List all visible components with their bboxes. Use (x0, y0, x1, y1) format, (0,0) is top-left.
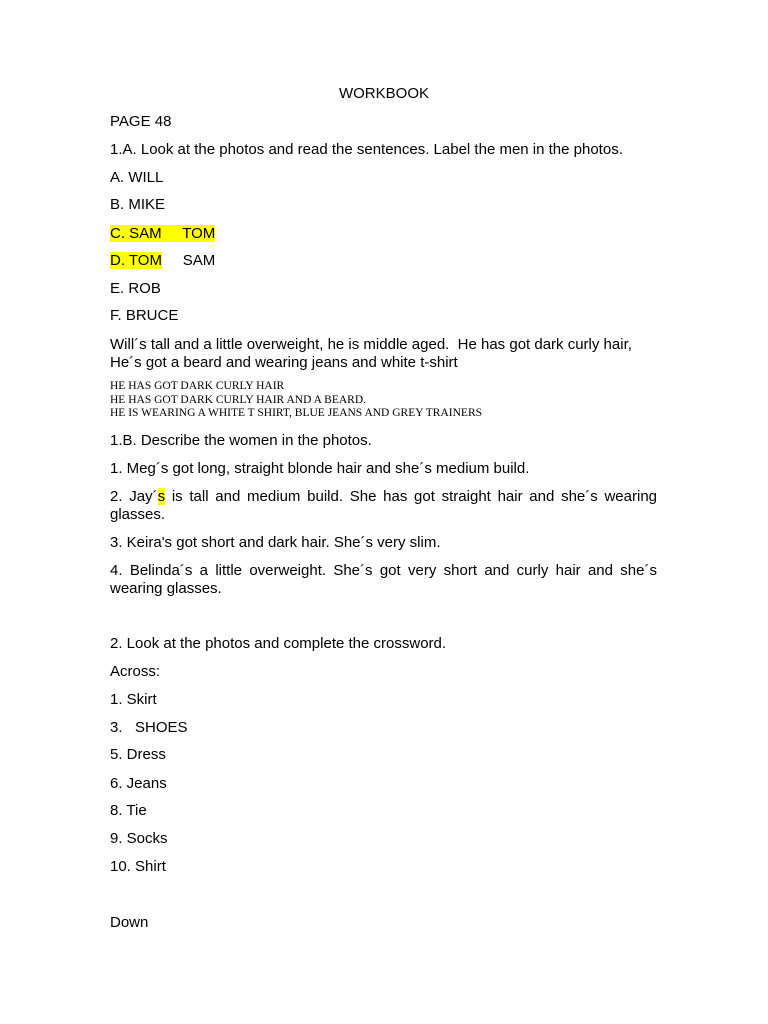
across-item-8: 8. Tie (110, 802, 147, 819)
woman-item-4: 4. Belinda´s a little overweight. She´s got very short and curly hair and she´s wearing glasses. (110, 562, 657, 597)
label-b: B. MIKE (110, 196, 166, 213)
note-line-3: HE IS WEARING A WHITE T SHIRT, BLUE JEANS AND GREY TRAINERS (110, 407, 483, 419)
across-item-5: 5. Dress (110, 746, 166, 763)
label-d-highlighted: D. TOM (110, 252, 162, 269)
across-item-9: 9. Socks (110, 830, 168, 847)
woman-item-2 (110, 488, 657, 524)
label-d-rest: SAM (161, 252, 216, 269)
label-f: F. BRUCE (110, 307, 179, 324)
will-description-line-1: Will´s tall and a little overweight, he is middle aged. He has got dark curly hair, (110, 336, 632, 353)
woman-item-3: 3. Keira's got short and dark hair. She´s very slim. (110, 534, 441, 551)
across-item-10: 10. Shirt (110, 858, 166, 875)
page-number-label: PAGE 48 (110, 113, 172, 130)
note-line-1: HE HAS GOT DARK CURLY HAIR (110, 380, 285, 392)
woman-item-2-start: 2. Jay´ (110, 488, 158, 505)
across-item-1: 1. Skirt (110, 691, 157, 708)
across-item-3: 3. SHOES (110, 719, 188, 736)
across-item-6: 6. Jeans (110, 775, 167, 792)
woman-item-2-highlight: s (157, 488, 166, 505)
woman-item-2-end: is tall and medium build. She has got straight hair and she´s wearing glasses. (110, 488, 658, 523)
label-e: E. ROB (110, 280, 161, 297)
label-c (110, 225, 215, 243)
exercise-1b-instruction: 1.B. Describe the women in the photos. (110, 432, 372, 449)
page-title: WORKBOOK (338, 85, 429, 102)
note-line-2: HE HAS GOT DARK CURLY HAIR AND A BEARD. (110, 394, 367, 406)
across-heading: Across: (110, 663, 161, 680)
label-d (110, 252, 215, 270)
exercise-2-instruction: 2. Look at the photos and complete the crossword. (110, 635, 447, 652)
woman-item-1: 1. Meg´s got long, straight blonde hair and she´s medium build. (110, 460, 530, 477)
label-c-highlighted: C. SAM TOM (110, 225, 216, 242)
will-description-line-2: He´s got a beard and wearing jeans and white t-shirt (110, 354, 458, 371)
down-heading: Down (110, 914, 149, 931)
label-a: A. WILL (110, 169, 164, 186)
exercise-1a-instruction: 1.A. Look at the photos and read the sentences. Label the men in the photos. (110, 141, 623, 158)
